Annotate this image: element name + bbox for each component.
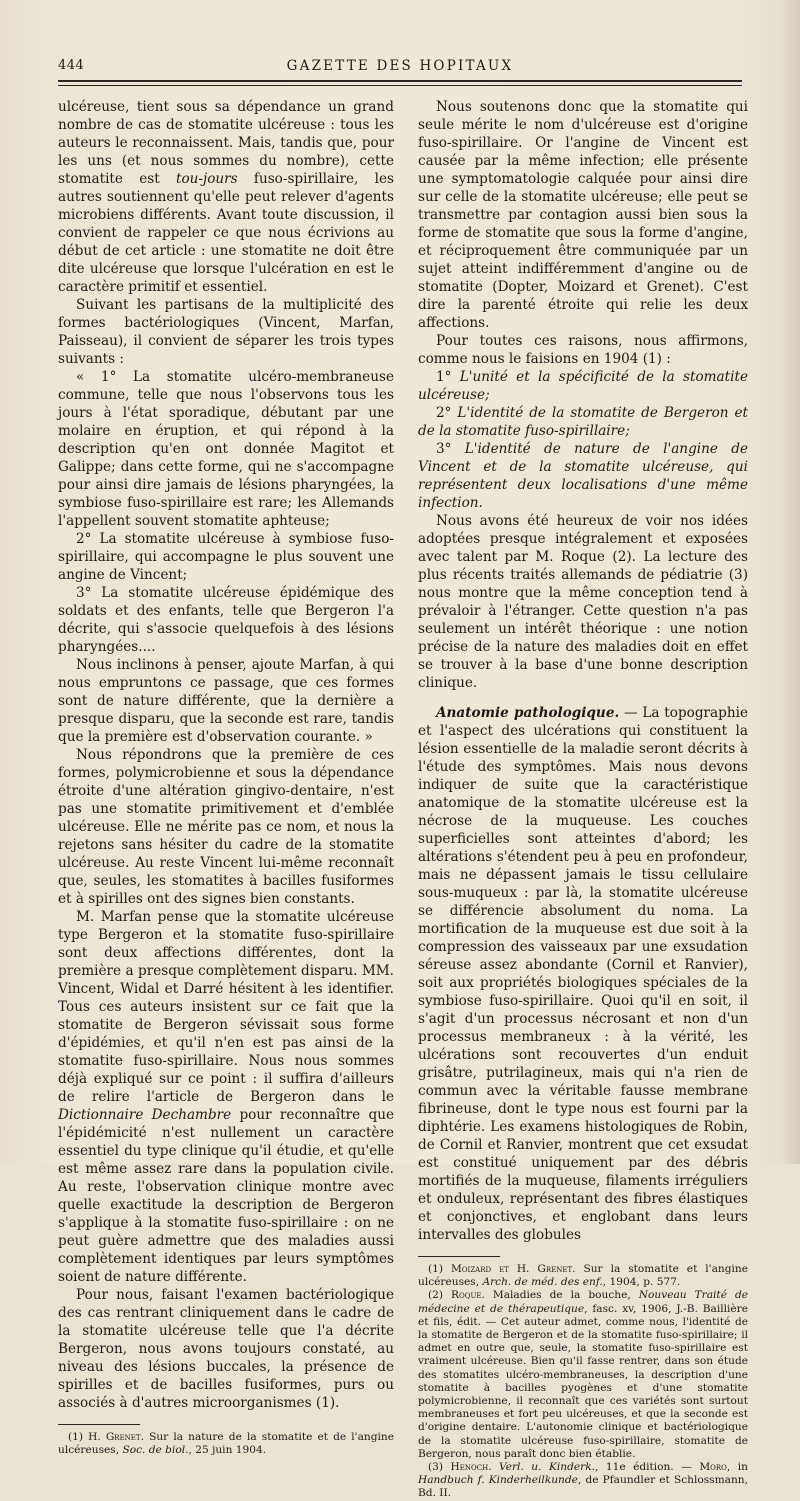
section-heading: Anatomie pathologique. — [436, 705, 620, 721]
text: , 25 juin 1904. — [188, 1444, 267, 1457]
emphasis: tou-jours — [176, 171, 238, 187]
text: , 1904, p. 577. — [602, 1276, 681, 1289]
emphasis: L'identité de la stomatite de Bergeron et de la stomatite fuso-spirillaire; — [418, 405, 748, 439]
author-name: Roque — [451, 1289, 482, 1302]
text: . Sur la nature de la stomatite et de l'angine ulcéreuses, — [58, 1431, 394, 1457]
paragraph: Nous soutenons donc que la stomatite qui seule mérite le nom d'ulcéreuse est d'origine fuso-spirillaire. Or l'angine de Vincent est causée par la même infection; elle présente une symptomatologie calquée pour ainsi dire sur celle de la stomatite ulcéreuse; elle peut se transmettre par contagion aussi bien sous la forme de stomatite que sous la forme d'angine, et réciproquement être communiquée par un sujet atteint indifféremment d'angine ou de stomatite (Dopter, Moizard et Grenet). C'est dire la parenté étroite qui relie les deux affections. — [418, 99, 748, 331]
footnote — [418, 1289, 748, 1461]
text: pour reconnaître que l'épidémicité n'est nullement un caractère essentiel du type clinique qu'il étudie, et qu'elle est même assez rare dans la population civile. Au reste, l'observation clinique montre avec quelle exactitude la description de Bergeron s'applique à la stomatite fuso-spirillaire : on ne peut guère admettre que des maladies aussi complètement identiques par leurs symptômes soient de nature différente. — [58, 1107, 394, 1285]
footnote-rule — [418, 1256, 500, 1257]
item-number: 2° — [436, 405, 458, 421]
text: . Maladies de la bouche, — [481, 1289, 639, 1302]
text: M. Marfan pense que la stomatite ulcéreuse type Bergeron et la stomatite fuso-spirillaire sont deux affections différentes, dont la première a presque complètement disparu. MM. Vincent, Widal et Darré hésitent à les identifier. Tous ces auteurs insistent sur ce fait que la stomatite de Bergeron sévissait sous forme d'épidémies, et qu'il n'en est pas ainsi de la stomatite fuso-spirillaire. Nous nous sommes déjà expliqué sur ce point : il suffira d'ailleurs de relire l'article de Bergeron dans le — [58, 909, 394, 1105]
text: (1) H. — [68, 1431, 106, 1443]
list-item — [418, 368, 748, 404]
author-name: Grenet — [105, 1431, 141, 1443]
running-header — [58, 46, 742, 82]
paragraph: Pour toutes ces raisons, nous affirmons, comme nous le faisions en 1904 (1) : — [418, 333, 748, 367]
journal-title: GAZETTE DES HOPITAUX — [286, 58, 514, 74]
paragraph: Pour nous, faisant l'examen bactériologique des cas rentrant cliniquement dans le cadre de la stomatite ulcéreuse telle que l'a décrite Bergeron, nous avons toujours constaté, au niveau des lésions buccales, la présence de spirilles et de bacilles fusiformes, purs ou associés à d'autres microorganismes (1). — [58, 1287, 394, 1411]
quote-item: 2° La stomatite ulcéreuse à symbiose fuso-spirillaire, qui accompagne le plus souvent une angine de Vincent; — [58, 531, 394, 583]
emphasis: . Verl. u. Kinderk. — [488, 1461, 595, 1474]
item-number: 3° — [436, 441, 465, 457]
paragraph: Nous inclinons à penser, ajoute Marfan, à qui nous empruntons ce passage, que ces formes sont de nature différente, que la dernière a presque disparu, que la seconde est rare, tandis que la première est d'observation courante. » — [58, 657, 394, 745]
author-name: Henoch — [450, 1461, 489, 1474]
footnote — [418, 1263, 748, 1289]
left-column — [58, 98, 394, 1457]
text: fuso-spirillaire, les autres soutiennent qu'elle peut relever d'agents microbiens différents. Avant toute discussion, il convient de rappeler ce que nous écrivions au début de cet article : une stomatite ne doit être dite ulcéreuse que lorsque l'ulcération en est le caractère primitif et essentiel. — [58, 171, 394, 295]
page-number: 444 — [58, 58, 85, 73]
paragraph — [58, 98, 394, 296]
paragraph: Nous répondrons que la première de ces formes, polymicrobienne et sous la dépendance étroite d'une altération gingivo-dentaire, n'est pas une stomatite primitivement et d'emblée ulcéreuse. Elle ne mérite pas ce nom, et nous la rejetons sans hésiter du cadre de la stomatite ulcéreuse. Au reste Vincent lui-même reconnaît que, seules, les stomatites à bacilles fusiformes et à spirilles ont des signes bien constants. — [58, 747, 394, 907]
item-number: 1° — [436, 369, 460, 385]
footnotes — [418, 1263, 748, 1501]
paragraph — [58, 908, 394, 1286]
text: (1) — [428, 1263, 451, 1275]
paragraph: Suivant les partisans de la multiplicité des formes bactériologiques (Vincent, Marfan, Paisseau), il convient de séparer les trois types suivants : — [58, 297, 394, 367]
emphasis: L'identité de nature de l'angine de Vincent et de la stomatite ulcéreuse, qui représentent deux localisations d'une même infection. — [418, 441, 748, 511]
text: , de Pfaundler et Schlossmann, Bd. II. — [418, 1474, 748, 1500]
text: (2) — [428, 1289, 452, 1302]
footnote — [418, 1461, 748, 1501]
emphasis: Arch. de méd. des enf. — [482, 1276, 603, 1289]
paragraph: Nous avons été heureux de voir nos idées adoptées presque intégralement et exposées avec talent par M. Roque (2). La lecture des plus récents traités allemands de pédiatrie (3) nous montre que la même conception tend à prévaloir à l'étranger. Cette question n'a pas seulement un intérêt théorique : une notion précise de la nature des maladies doit en effet se trouver à la base d'une bonne description clinique. — [418, 513, 748, 691]
text: — La topographie et l'aspect des ulcérations qui constituent la lésion essentielle de la maladie seront décrits à l'étude des symptômes. Mais nous devons indiquer de suite que la caractéristique anatomique de la stomatite ulcéreuse est la nécrose de la muqueuse. Les couches superficielles sont atteintes d'abord; les altérations s'étendent peu à peu en profondeur, mais ne dépassent jamais le tissu cellulaire sous-muqueux : par là, la stomatite ulcéreuse se différencie absolument du noma. La mortification de la muqueuse est due soit à la compression des vaisseaux par une exsudation séreuse assez abondante (Cornil et Ranvier), soit aux propriétés biologiques spéciales de la symbiose fuso-spirillaire. Quoi qu'il en soit, il s'agit d'un processus nécrosant et non d'un processus membraneux : à la vérité, les ulcérations sont recouvertes d'un enduit grisâtre, putrilagineux, mais qui n'a rien de commun avec la véritable fausse membrane fibrineuse, dont le type nous est fourni par la diphtérie. Les examens histologiques de Robin, de Cornil et Ranvier, montrent que cet exsudat est constitué uniquement par des débris mortifiés de la muqueuse, filaments irréguliers et onduleux, représentant des fibres élastiques et conjonctives, et englobant dans leurs intervalles des globules — [418, 705, 748, 1243]
text: , 11e édition. — — [595, 1461, 700, 1474]
list-item — [418, 404, 748, 440]
page-edge-shadow — [782, 0, 800, 1164]
emphasis: L'unité et la spécificité de la stomatite ulcéreuse; — [418, 369, 748, 403]
emphasis: Soc. de biol. — [122, 1444, 189, 1457]
text: , in — [726, 1461, 748, 1474]
text: , fasc. xv, 1906, J.-B. Baillière et fils, édit. — Cet auteur admet, comme nous, l'identité de la stomatite de Bergeron et de la stomatite fuso-spirillaire; il admet en outre que, seule, la stomatite fuso-spirillaire est vraiment ulcéreuse. Bien qu'il fasse rentrer, dans son étude des stomatites ulcéro-membraneuses, la description d'une stomatite à bacilles pyogènes et d'une stomatite polymicrobienne, il reconnaît que ces variétés sont surtout membraneuses et fort peu ulcéreuses, et que la seconde est d'origine dentaire. L'autonomie clinique et bactériologique de la stomatite ulcéreuse fuso-spirillaire, stomatite de Bergeron, nous paraît donc bien établie. — [418, 1302, 748, 1460]
quote-item: 3° La stomatite ulcéreuse épidémique des soldats et des enfants, telle que Bergeron l'a décrite, qui s'associe quelquefois à des lésions pharyngées.... — [58, 585, 394, 655]
footnotes — [58, 1431, 394, 1457]
author-name: Moro — [699, 1461, 727, 1474]
right-column — [418, 98, 748, 1501]
list-item — [418, 440, 748, 512]
text: ulcéreuse, tient sous sa dépendance un grand nombre de cas de stomatite ulcéreuse : tous les auteurs le reconnaissent. Mais, tandis que, pour les uns (et nous sommes du nombre), cette stomatite est — [58, 99, 394, 187]
emphasis: Nouveau Traité de médecine et de thérapeutique — [418, 1289, 749, 1315]
footnote-rule — [58, 1424, 140, 1425]
text: (3) — [428, 1461, 451, 1474]
text: . Sur la stomatite et l'angine ulcéreuses, — [418, 1263, 748, 1289]
paragraph — [418, 704, 748, 1244]
emphasis: Dictionnaire Dechambre — [58, 1107, 232, 1123]
quote-item: « 1° La stomatite ulcéro-membraneuse commune, telle que nous l'observons tous les jours à l'état sporadique, débutant par une molaire en éruption, et qui répond à la description qu'en ont donnée Magitot et Galippe; dans cette forme, qui ne s'accompagne pour ainsi dire jamais de lésions pharyngées, la symbiose fuso-spirillaire est rare; les Allemands l'appellent souvent stomatite aphteuse; — [58, 369, 394, 529]
emphasis: Handbuch f. Kinderheilkunde — [418, 1474, 578, 1487]
author-name: Moizard et H. Grenet — [450, 1263, 573, 1275]
footnote — [58, 1431, 394, 1457]
